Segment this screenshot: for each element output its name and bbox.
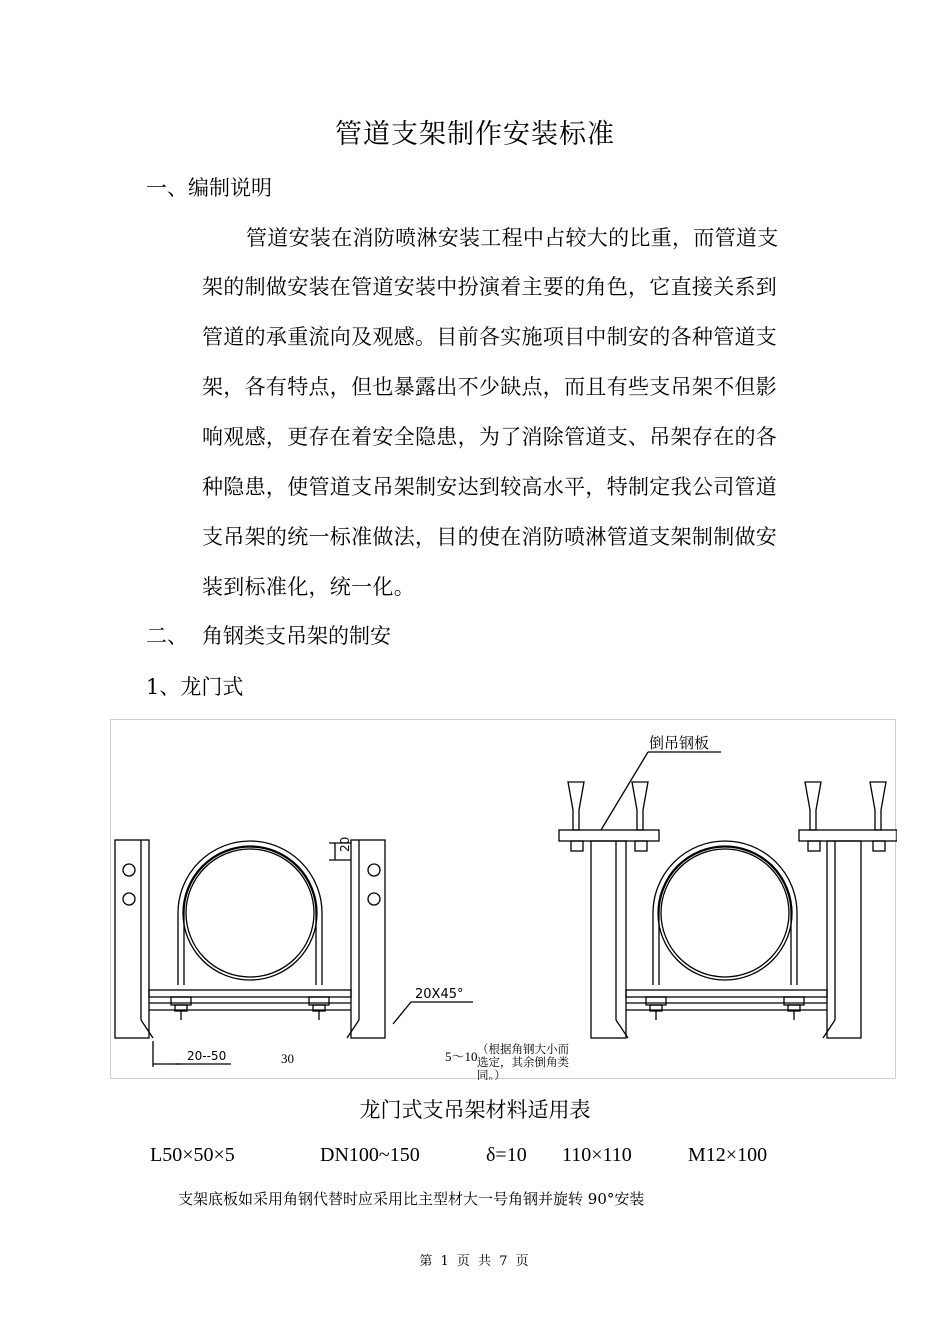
left-support-frame (115, 840, 473, 1067)
paragraph-line: 响观感，更存在着安全隐患，为了消除管道支、吊架存在的各 (202, 425, 778, 449)
paragraph-line: 架，各有特点，但也暴露出不少缺点，而且有些支吊架不但影 (202, 375, 778, 399)
gantry-support-drawing (110, 719, 896, 1079)
figure-caption: 龙门式支吊架材料适用表 (359, 1098, 591, 1122)
paragraph-line: 支吊架的统一标准做法，目的使在消防喷淋管道支架制制做安 (202, 525, 778, 549)
installation-note: 支架底板如采用角钢代替时应采用比主型材大一号角钢并旋转 90°安装 (178, 1190, 645, 1208)
paragraph-line: 管道的承重流向及观感。目前各实施项目中制安的各种管道支 (202, 325, 778, 349)
paragraph-line: 架的制做安装在管道安装中扮演着主要的角色，它直接关系到 (202, 275, 778, 299)
spec-angle: L50×50×5 (150, 1144, 235, 1166)
spec-plate: 110×110 (562, 1144, 632, 1166)
hanger-plate-label: 倒吊钢板 (649, 734, 710, 752)
chamfer-note-line: （根据角钢大小而 (477, 1042, 569, 1056)
chamfer-label: 20X45° (415, 987, 464, 1002)
dim-30-label: 30 (281, 1051, 294, 1066)
paragraph-line: 装到标准化，统一化。 (202, 575, 415, 599)
right-support-frame (559, 752, 897, 1038)
drawing-canvas (111, 720, 897, 1080)
section-heading-2: 角钢类支吊架的制安 (202, 624, 391, 648)
section-number-2: 二、 (146, 624, 188, 648)
paragraph-line: 管道安装在消防喷淋安装工程中占较大的比重，而管道支 (246, 226, 779, 250)
subsection-heading: 1、龙门式 (146, 675, 244, 699)
page-footer: 第 1 页 共 7 页 (419, 1254, 531, 1269)
chamfer-note-line: 同。） (477, 1068, 506, 1080)
page-title: 管道支架制作安装标准 (335, 119, 615, 150)
dim-5-10-label: 5～10 (445, 1049, 478, 1064)
paragraph-line: 种隐患，使管道支吊架制安达到较高水平，特制定我公司管道 (202, 475, 778, 499)
spec-dn: DN100~150 (320, 1144, 420, 1166)
chamfer-note-line: 选定，其余倒角类 (477, 1055, 569, 1069)
spec-bolt: M12×100 (688, 1144, 768, 1166)
spec-delta: δ=10 (486, 1144, 527, 1166)
dim-20-50-label: 20--50 (187, 1049, 227, 1063)
dim-20-label: 20 (338, 836, 352, 852)
section-heading-1: 一、编制说明 (146, 176, 272, 200)
